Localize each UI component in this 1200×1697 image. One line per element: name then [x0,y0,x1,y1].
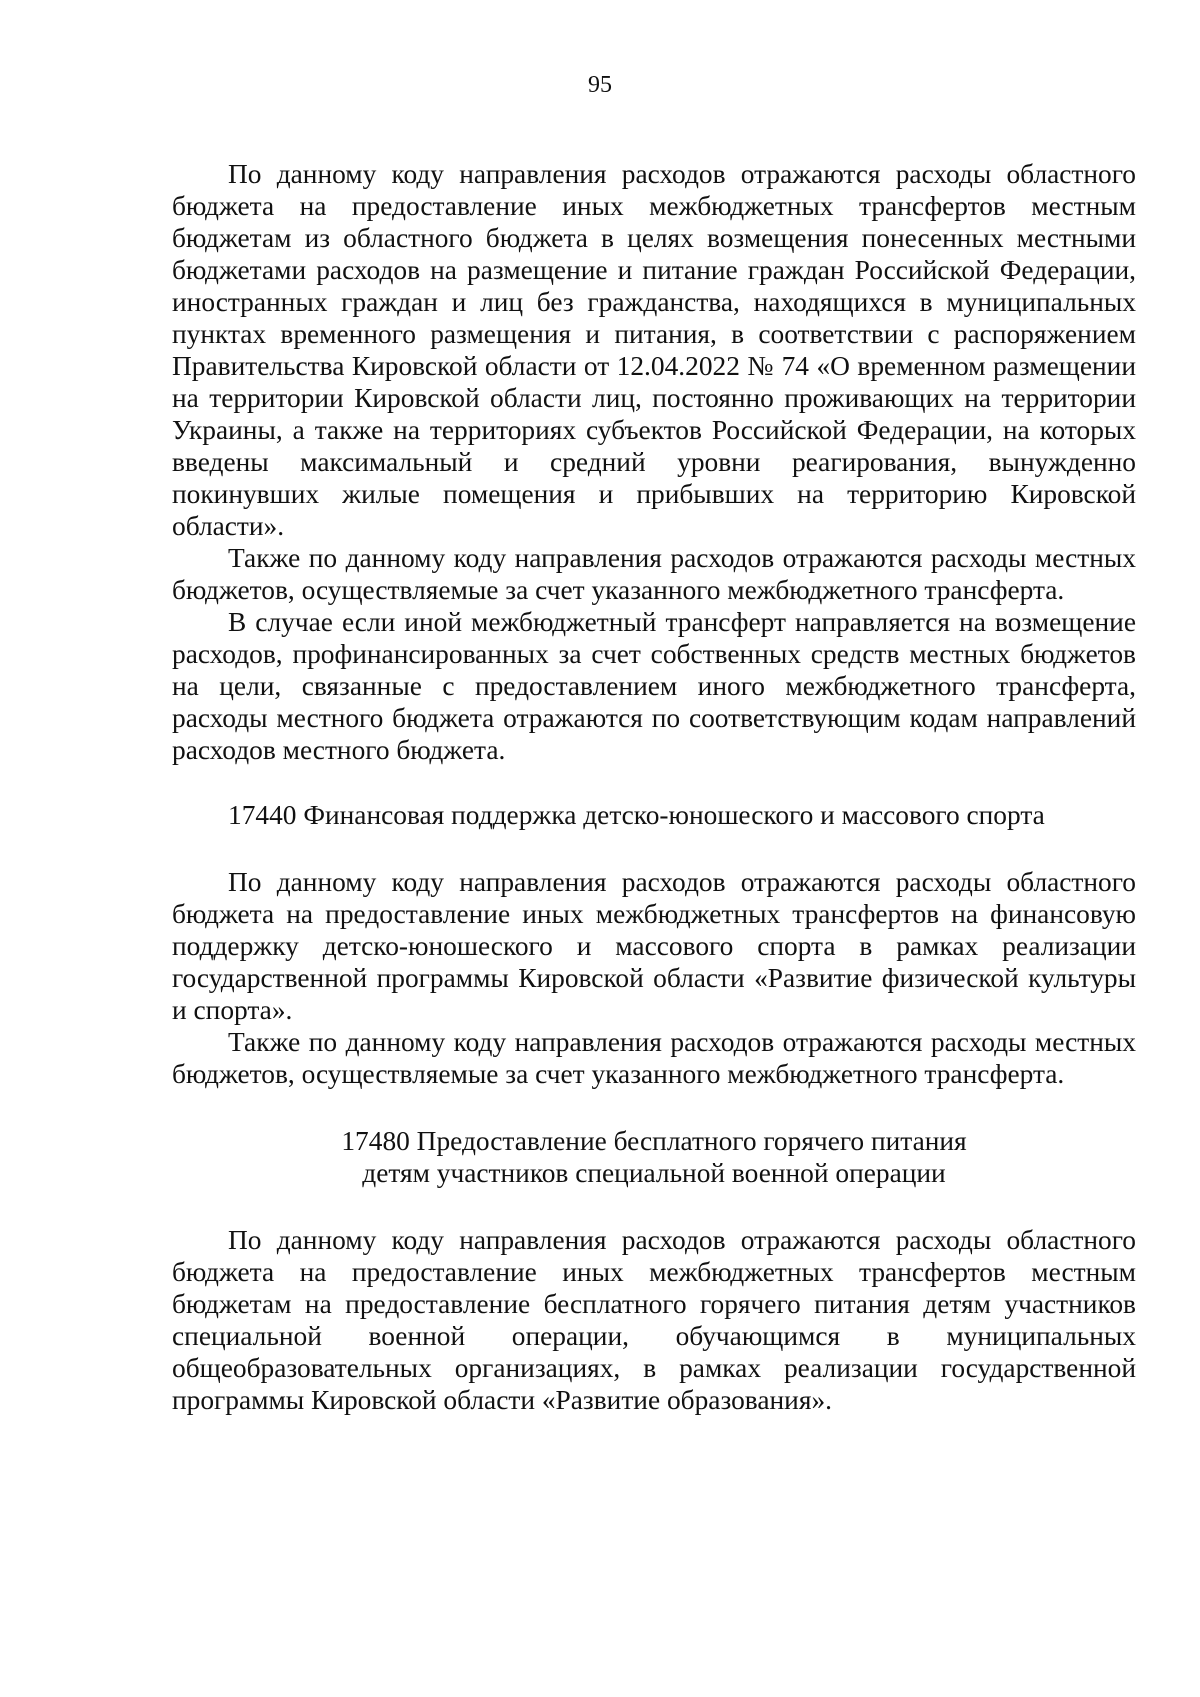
spacer [172,831,1136,866]
paragraph: Также по данному коду направления расходов отражаются расходы местных бюджетов, осуществляемые за счет указанного межбюджетного трансферта. [172,543,1136,605]
document-body [172,158,1136,1416]
section-heading-17480-line1: 17480 Предоставление бесплатного горячего питания [341,1126,967,1156]
spacer [172,766,1136,799]
spacer [172,1189,1136,1224]
paragraph: По данному коду направления расходов отражаются расходы областного бюджета на предоставление иных межбюджетных трансфертов на финансовую поддержку детско-юношеского и массового спорта в рамках реализации государственной программы Кировской области «Развитие физической культуры и спорта». [172,867,1136,1025]
section-heading-17440: 17440 Финансовая поддержка детско-юношеского и массового спорта [228,800,1045,830]
section-heading-17480-line2: детям участников специальной военной операции [362,1158,946,1188]
page-number: 95 [588,72,612,98]
paragraph: По данному коду направления расходов отражаются расходы областного бюджета на предоставление иных межбюджетных трансфертов местным бюджетам из областного бюджета в целях возмещения понесенных местными бюджетами расходов на размещение и питание граждан Российской Федерации, иностранных граждан и лиц без гражданства, находящихся в муниципальных пунктах временного размещения и питания, в соответствии с распоряжением Правительства Кировской области от 12.04.2022 № 74 «О временном размещении на территории Кировской области лиц, постоянно проживающих на территории Украины, а также на территориях субъектов Российской Федерации, на которых введены максимальный и средний уровни реагирования, вынужденно покинувших жилые помещения и прибывших на территорию Кировской области». [172,159,1136,541]
paragraph: Также по данному коду направления расходов отражаются расходы местных бюджетов, осуществляемые за счет указанного межбюджетного трансферта. [172,1027,1136,1089]
spacer [172,1090,1136,1125]
paragraph: По данному коду направления расходов отражаются расходы областного бюджета на предоставление иных межбюджетных трансфертов местным бюджетам на предоставление бесплатного горячего питания детям участников специальной военной операции, обучающимся в муниципальных общеобразовательных организациях, в рамках реализации государственной программы Кировской области «Развитие образования». [172,1225,1136,1415]
paragraph: В случае если иной межбюджетный трансферт направляется на возмещение расходов, профинансированных за счет собственных средств местных бюджетов на цели, связанные с предоставлением иного межбюджетного трансферта, расходы местного бюджета отражаются по соответствующим кодам направлений расходов местного бюджета. [172,607,1136,765]
